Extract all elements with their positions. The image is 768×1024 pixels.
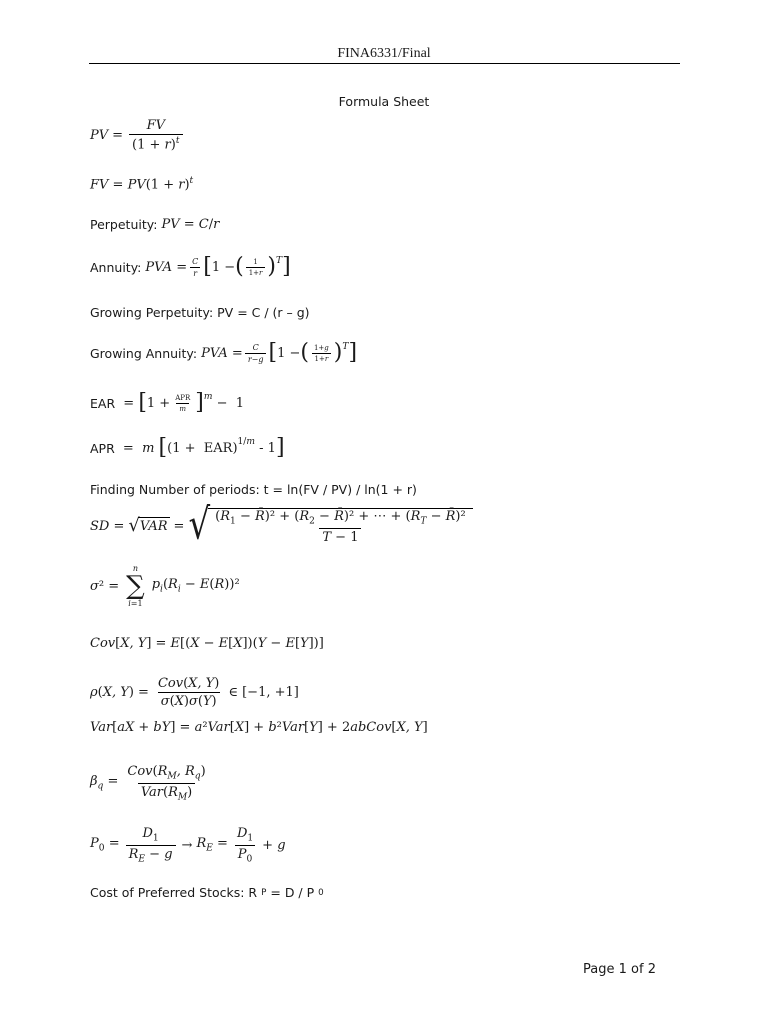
growing-annuity-label: Growing Annuity:: [90, 345, 198, 361]
formula-covariance: Cov[X, Y] = E[(X − E[X])(Y − E[Y])]: [90, 636, 324, 651]
formula-dividend-growth: $P_0$ = $\frac{D_1}{R_E - g}$ → $R_E$ = $\frac{D_1}{P_0}$ + g: [90, 826, 286, 865]
formula-growing-perpetuity: Growing Perpetuity: PV = C / (r – g): [90, 305, 310, 320]
preferred-tail: = D / P: [270, 885, 315, 900]
formula-ear: EAR = [ 1 + $\frac{\text{APR}}{m}$ ] $^m$ − 1: [90, 390, 245, 415]
apr-label: APR: [90, 440, 115, 456]
formula-correlation: ρ(X, Y) = $\frac{\text{Cov(X, Y)}}{\sigma(X)\sigma(Y)}$ ∈ [−1, +1]: [90, 676, 299, 709]
page-number: Page 1 of 2: [583, 962, 656, 977]
formula-perpetuity: Perpetuity: PV = C/r: [90, 217, 220, 232]
header-rule: [89, 63, 680, 64]
perpetuity-label: Perpetuity:: [90, 217, 158, 232]
formula-annuity: Annuity: PVA = $\frac{C}{r}$ [ 1 − ( $\frac{1}{1+r}$ ) $^T$ ]: [90, 254, 291, 279]
preferred-label: Cost of Preferred Stocks: R: [90, 885, 258, 900]
document-header: FINA6331/Final: [337, 46, 431, 61]
formula-beta: $\beta_q$ = $\frac{Cov(R_M, R_q)}{Var(R_M)}$: [90, 764, 206, 803]
formula-variance: σ² = n ∑ i=1 $p_i(R_i - E(R))^2$: [90, 564, 240, 608]
page-title: Formula Sheet: [338, 94, 430, 109]
annuity-label: Annuity:: [90, 259, 142, 275]
formula-fv: FV = $PV(1 + r)^t$: [90, 176, 194, 193]
formula-preferred-stock: Cost of Preferred Stocks: R P = D / P 0: [90, 885, 324, 900]
formula-standard-deviation: SD = √ VAR = √ $\frac{(R_1 - R̄)^2 + (R_2 - R̄)^2 + \cdots + (R_T - R̄)^2}{T - 1}$: [90, 508, 473, 545]
formula-number-of-periods: Finding Number of periods: t = ln(FV / PV) / ln(1 + r): [90, 482, 417, 497]
formula-apr: APR = m [ (1 + EAR) $^{1/ m}$ - 1 ]: [90, 435, 285, 460]
formula-variance-of-sum: Var[aX + bY] = a²Var[X] + b²Var[Y] + 2abCov[X, Y]: [90, 720, 428, 735]
formula-growing-annuity: Growing Annuity: PVA = $\frac{C}{r-g}$ [ 1 − ( $\frac{1+g}{1+r}$ ) $^T$ ]: [90, 340, 358, 365]
ear-label: EAR: [90, 395, 116, 411]
formula-pv: PV = $\frac{FV}{(1 + r)^t}$: [90, 118, 185, 152]
